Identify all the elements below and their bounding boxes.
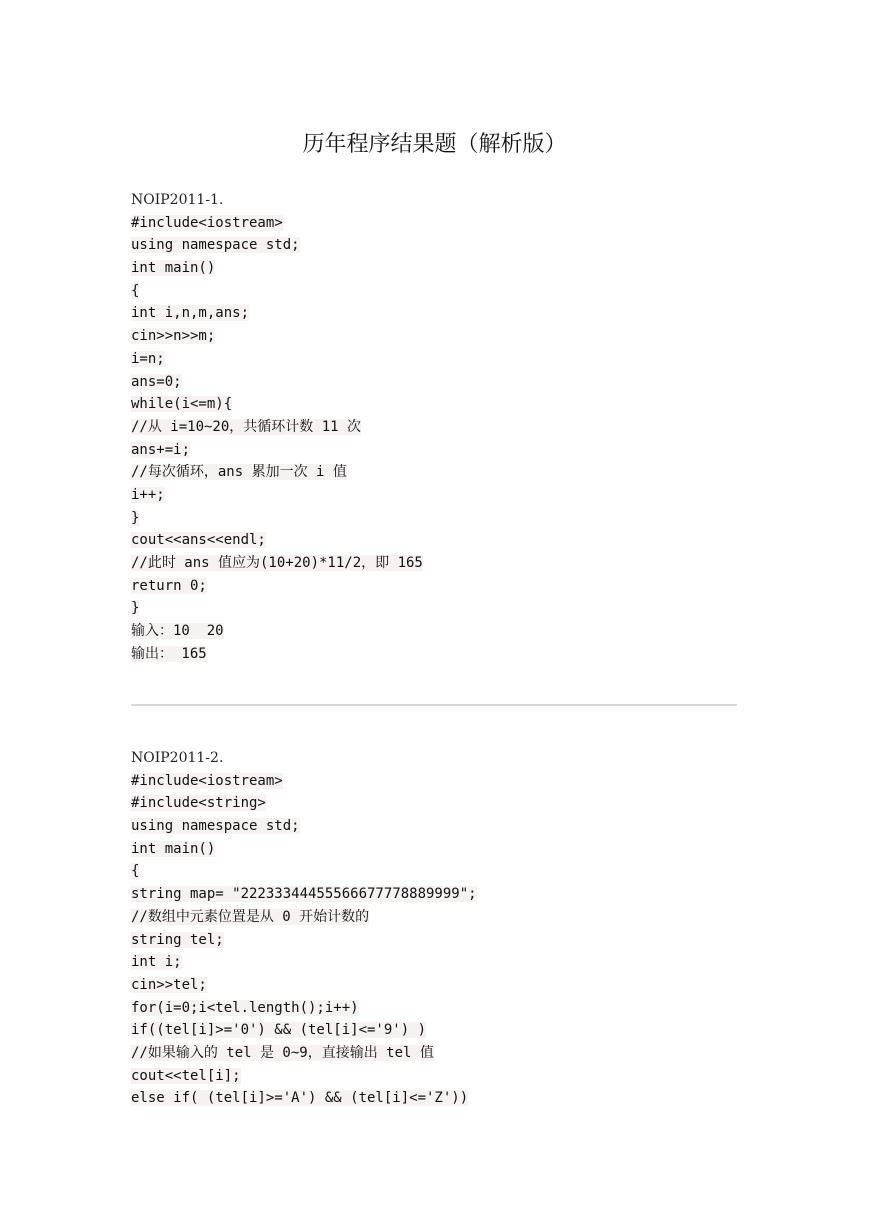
code-line: #include<iostream> <box>131 772 283 789</box>
code-comment-line: //每次循环，ans 累加一次 i 值 <box>131 464 347 481</box>
code-block <box>131 770 751 1110</box>
code-line: else if( (tel[i]>='A') && (tel[i]<='Z')) <box>131 1090 469 1107</box>
code-line: int i; <box>131 954 182 971</box>
code-line: while(i<=m){ <box>131 396 233 413</box>
code-line: cin>>n>>m; <box>131 328 216 345</box>
code-line: for(i=0;i<tel.length();i++) <box>131 999 359 1016</box>
code-line: { <box>131 863 140 880</box>
code-line: ans=0; <box>131 373 182 390</box>
code-line: string map= "22233344455566677778889999"; <box>131 886 477 903</box>
code-line: int i,n,m,ans; <box>131 305 250 322</box>
code-line: i++; <box>131 486 165 503</box>
code-line: cout<<ans<<endl; <box>131 532 266 549</box>
code-comment-line: //此时 ans 值应为(10+20)*11/2，即 165 <box>131 555 423 571</box>
code-line: using namespace std; <box>131 237 300 254</box>
code-line: int main() <box>131 260 216 277</box>
code-line: { <box>131 282 140 299</box>
document-title: 历年程序结果题（解析版） <box>302 132 567 157</box>
code-block <box>131 212 751 666</box>
code-comment-line: //数组中元素位置是从 0 开始计数的 <box>131 908 370 925</box>
sample-output-line: 输出： 165 <box>131 645 207 662</box>
code-line: cout<<tel[i]; <box>131 1067 241 1084</box>
code-comment-line: //如果输入的 tel 是 0~9，直接输出 tel 值 <box>131 1044 434 1061</box>
code-line: } <box>131 600 140 617</box>
problem-heading: NOIP2011-2. <box>131 750 224 766</box>
code-line: int main() <box>131 840 216 857</box>
section-divider <box>131 704 737 706</box>
code-line: cin>>tel; <box>131 976 207 993</box>
code-line: i=n; <box>131 350 165 367</box>
problem-section-noip2011-1 <box>131 189 751 665</box>
code-line: string tel; <box>131 931 224 948</box>
problem-section-noip2011-2 <box>131 747 751 1110</box>
problem-heading: NOIP2011-1. <box>131 192 224 208</box>
code-line: } <box>131 509 140 526</box>
sample-input-line: 输入：10 20 <box>131 623 224 640</box>
code-line: #include<string> <box>131 795 266 812</box>
code-line: return 0; <box>131 577 207 594</box>
code-line: #include<iostream> <box>131 214 283 231</box>
code-line: if((tel[i]>='0') && (tel[i]<='9') ) <box>131 1022 427 1039</box>
code-line: ans+=i; <box>131 441 191 458</box>
code-line: using namespace std; <box>131 818 300 835</box>
code-comment-line: //从 i=10~20，共循环计数 11 次 <box>131 418 362 435</box>
